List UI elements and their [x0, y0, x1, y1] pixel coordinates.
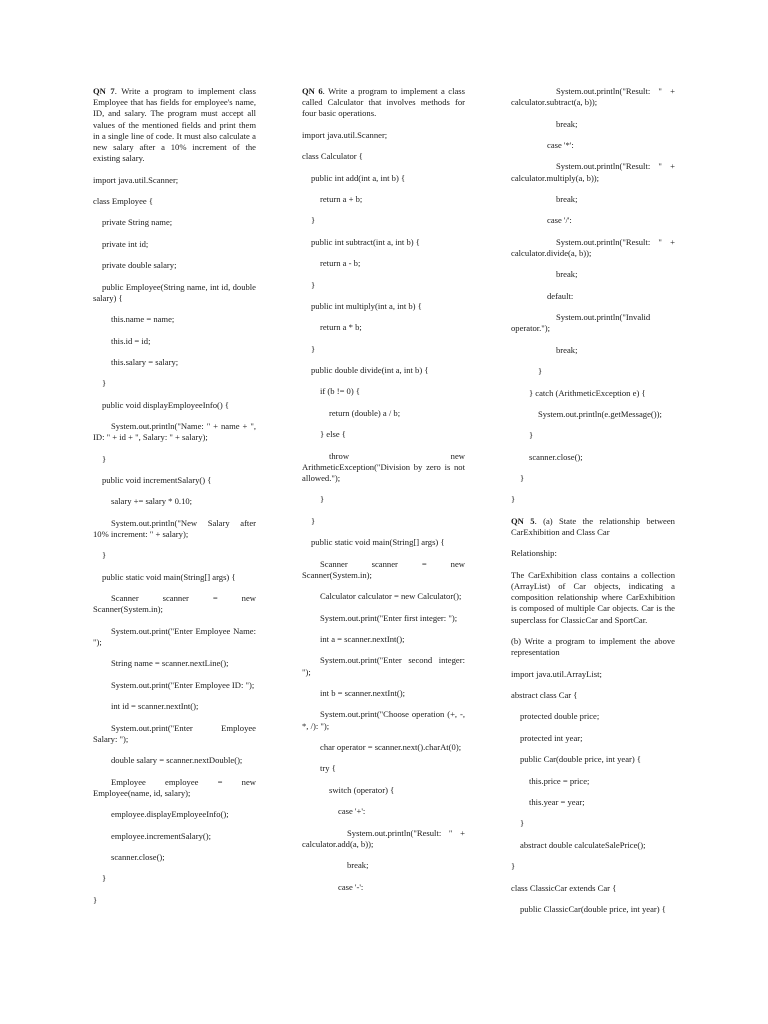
code-line: case '*': — [547, 139, 574, 150]
relationship-text: The CarExhibition class contains a collection (ArrayList) of Car objects, indicating a composition relationship where CarExhibition is composed of multiple Car objects. Car is the superclass for ClassicCar and SportCar. — [511, 569, 675, 625]
code-line: this.name = name; — [111, 314, 175, 325]
code-line: public void displayEmployeeInfo() { — [102, 399, 230, 410]
question-text — [93, 86, 256, 164]
code-line: import java.util.ArrayList; — [511, 668, 602, 679]
code-line: } — [311, 215, 316, 226]
code-line: try { — [320, 763, 336, 774]
code-line: } — [320, 494, 325, 505]
code-line: Scanner scanner = new Scanner(System.in); — [93, 593, 256, 615]
code-line: public Car(double price, int year) { — [520, 754, 642, 765]
code-line: scanner.close(); — [529, 451, 583, 462]
code-line: public double divide(int a, int b) { — [311, 365, 429, 376]
code-line: } — [102, 550, 107, 561]
question-text — [511, 516, 675, 538]
code-line: Employee employee = new Employee(name, id, salary); — [93, 776, 256, 798]
code-line: System.out.println("Result: " + calculator.divide(a, b)); — [511, 236, 675, 258]
code-line: return a - b; — [320, 258, 361, 269]
code-line: } — [311, 515, 316, 526]
code-line: int id = scanner.nextInt(); — [111, 701, 199, 712]
code-line: this.price = price; — [529, 775, 590, 786]
code-line: } — [511, 494, 516, 505]
code-line: System.out.println("Name: " + name + ", ID: " + id + ", Salary: " + salary); — [93, 421, 256, 443]
code-line: this.salary = salary; — [111, 356, 179, 367]
code-line: System.out.println(e.getMessage()); — [538, 408, 662, 419]
code-line: System.out.println("New Salary after 10% increment: " + salary); — [93, 517, 256, 540]
code-line: public Employee(String name, int id, double salary) { — [93, 281, 256, 303]
code-line: public void incrementSalary() { — [102, 475, 212, 486]
code-line: case '/': — [547, 215, 572, 226]
code-line: throw new ArithmeticException("Division by zero is not allowed."); — [302, 450, 465, 484]
code-line: break; — [556, 344, 578, 355]
code-line: case '-': — [338, 881, 364, 892]
code-line: class Employee { — [93, 196, 153, 206]
code-line: Scanner scanner = new Scanner(System.in); — [302, 558, 465, 580]
code-line: employee.displayEmployeeInfo(); — [111, 809, 229, 820]
question-label: QN 6 — [302, 86, 323, 96]
code-line: break; — [347, 860, 369, 871]
code-line: this.year = year; — [529, 796, 585, 807]
code-line: public int add(int a, int b) { — [311, 172, 406, 183]
code-line: break; — [556, 118, 578, 129]
code-line: case '+': — [338, 806, 366, 817]
code-line: } — [311, 279, 316, 290]
code-line: System.out.println("Invalid operator."); — [511, 312, 651, 334]
code-line: } — [538, 366, 543, 377]
code-line: public static void main(String[] args) { — [102, 571, 236, 582]
code-line: } else { — [320, 429, 346, 440]
part-b-text: (b) Write a program to implement the above representation — [511, 636, 675, 658]
question-body: . Write a program to implement class Employee that has fields for employee's name, ID, and salary. The program must accept all values of the mentioned fields and print them in a single line of code. It must also calculate a new salary after a 10% increment of the existing salary. — [93, 86, 256, 164]
code-line: System.out.println("Result: " + calculator.multiply(a, b)); — [511, 161, 675, 183]
code-line: abstract double calculateSalePrice(); — [520, 839, 646, 850]
code-line: } — [102, 873, 107, 884]
code-line: salary += salary * 0.10; — [111, 496, 193, 507]
code-line: if (b != 0) { — [320, 386, 360, 397]
code-line: double salary = scanner.nextDouble(); — [111, 755, 243, 766]
code-line: char operator = scanner.next().charAt(0); — [320, 741, 462, 752]
code-line: int b = scanner.nextInt(); — [320, 687, 406, 698]
question-label: QN 5 — [511, 515, 535, 526]
code-line: System.out.println("Result: " + calculator.subtract(a, b)); — [511, 86, 675, 108]
column-qn6 — [302, 86, 465, 893]
code-line: scanner.close(); — [111, 851, 165, 862]
code-line: public ClassicCar(double price, int year) { — [520, 903, 666, 914]
code-line: System.out.print("Enter second integer: "); — [302, 655, 465, 677]
code-line: } — [520, 473, 525, 484]
code-line: } — [93, 894, 98, 905]
question-label: QN 7 — [93, 86, 115, 96]
code-line: } — [520, 818, 525, 829]
code-line: Calculator calculator = new Calculator(); — [320, 591, 462, 602]
code-line: String name = scanner.nextLine(); — [111, 658, 229, 669]
code-line: System.out.print("Enter Employee Name: "); — [93, 625, 256, 648]
code-line: System.out.print("Enter first integer: "); — [320, 612, 458, 623]
code-line: break; — [556, 193, 578, 204]
code-line: this.id = id; — [111, 335, 151, 346]
code-line: public static void main(String[] args) { — [311, 537, 445, 548]
code-line: return (double) a / b; — [329, 407, 401, 418]
code-line: public int multiply(int a, int b) { — [311, 300, 422, 311]
column-qn7 — [93, 86, 256, 906]
code-line: } — [529, 430, 534, 441]
question-body: . Write a program to implement a class called Calculator that involves methods for four basic operations. — [302, 86, 465, 119]
code-line: import java.util.Scanner; — [302, 129, 388, 140]
code-line: return a * b; — [320, 322, 362, 333]
code-line: abstract class Car { — [511, 690, 578, 701]
question-body: . (a) State the relationship between CarExhibition and Class Car — [511, 515, 675, 538]
code-line: return a + b; — [320, 193, 363, 204]
code-line: System.out.print("Enter Employee Salary: "); — [93, 722, 256, 744]
code-line: private double salary; — [102, 260, 177, 271]
code-line: } — [311, 343, 316, 354]
code-line: class ClassicCar extends Car { — [511, 882, 617, 893]
code-line: protected int year; — [520, 732, 583, 743]
code-line: switch (operator) { — [329, 784, 395, 795]
code-line: } catch (ArithmeticException e) { — [529, 387, 646, 398]
relationship-label: Relationship: — [511, 548, 557, 559]
code-line: int a = scanner.nextInt(); — [320, 634, 405, 644]
code-line: class Calculator { — [302, 151, 363, 162]
column-qn5 — [511, 86, 675, 915]
code-line: } — [102, 378, 107, 389]
code-line: protected double price; — [520, 711, 600, 722]
code-line: } — [511, 861, 516, 872]
code-line: System.out.println("Result: " + calculator.add(a, b)); — [302, 827, 465, 849]
question-text — [302, 86, 465, 120]
code-line: import java.util.Scanner; — [93, 174, 179, 185]
code-line: System.out.print("Choose operation (+, -, *, /): "); — [302, 709, 465, 731]
code-line: default: — [547, 290, 574, 301]
code-line: } — [102, 453, 107, 464]
code-line: private int id; — [102, 238, 149, 249]
code-line: employee.incrementSalary(); — [111, 830, 211, 841]
code-line: public int subtract(int a, int b) { — [311, 236, 420, 247]
code-line: break; — [556, 269, 578, 280]
code-line: System.out.print("Enter Employee ID: "); — [111, 679, 255, 690]
code-line: private String name; — [102, 217, 173, 228]
